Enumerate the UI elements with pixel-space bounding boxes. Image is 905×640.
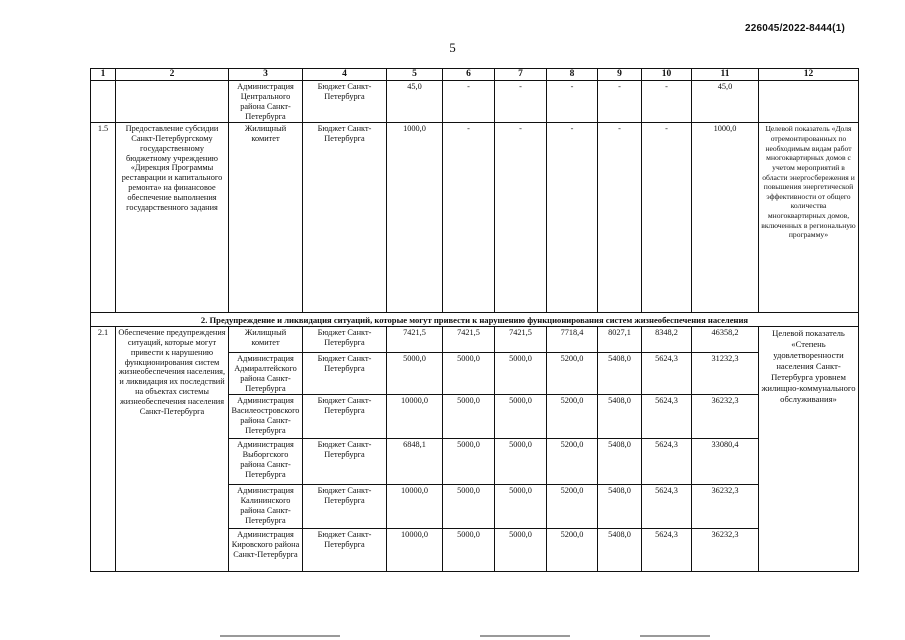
value-cell: 5408,0 [598,395,642,439]
measure-name [116,81,229,123]
value-cell: 10000,0 [387,395,443,439]
executor-cell: Администрация Кировского района Санкт-Петербурга [229,529,303,572]
value-cell: - [547,123,598,313]
table-row [91,123,859,313]
column-header: 10 [642,69,692,81]
value-cell: - [598,123,642,313]
row-number: 2.1 [91,327,116,572]
value-cell: 5200,0 [547,353,598,395]
value-cell: 5624,3 [642,485,692,529]
value-cell: 7718,4 [547,327,598,353]
table-header-row [91,69,859,81]
total-cell: 46358,2 [692,327,759,353]
column-header: 4 [303,69,387,81]
total-cell: 33080,4 [692,439,759,485]
value-cell: - [598,81,642,123]
value-cell: 5000,0 [495,485,547,529]
funding-source-cell: Бюджет Санкт-Петербурга [303,81,387,123]
value-cell: 5624,3 [642,353,692,395]
value-cell: 5408,0 [598,529,642,572]
total-cell: 45,0 [692,81,759,123]
value-cell: 5000,0 [443,439,495,485]
value-cell: 5000,0 [495,395,547,439]
total-cell: 31232,3 [692,353,759,395]
value-cell: 5000,0 [495,353,547,395]
column-header: 8 [547,69,598,81]
executor-cell: Администрация Калининского района Санкт-Петербурга [229,485,303,529]
funding-source-cell: Бюджет Санкт-Петербурга [303,123,387,313]
value-cell: 5408,0 [598,353,642,395]
executor-cell: Жилищный комитет [229,327,303,353]
measure-name: Обеспечение предупреждения ситуаций, которые могут привести к нарушению функционирования систем жизнеобеспечения населения, и ликвидация их последствий на объектах системы жизнеобеспечения населения Санкт-Петербурга [116,327,229,572]
target-indicator-cell: Целевой показатель «Доля отремонтированных по необходимым видам работ многоквартирных домов с учетом мероприятий в области энергосбережения и повышения энергетической эффективности от общего количества многоквартирных домов, включенных в региональную программу» [759,123,859,313]
value-cell: 5624,3 [642,395,692,439]
value-cell: - [443,81,495,123]
funding-source-cell: Бюджет Санкт-Петербурга [303,439,387,485]
value-cell: 5000,0 [495,529,547,572]
value-cell: 7421,5 [443,327,495,353]
value-cell: - [495,81,547,123]
executor-cell: Администрация Выборгского района Санкт-Петербурга [229,439,303,485]
funding-source-cell: Бюджет Санкт-Петербурга [303,485,387,529]
value-cell: 8027,1 [598,327,642,353]
value-cell: 7421,5 [387,327,443,353]
column-header: 1 [91,69,116,81]
value-cell: 5624,3 [642,439,692,485]
executor-cell: Администрация Центрального района Санкт-Петербурга [229,81,303,123]
value-cell: - [642,123,692,313]
column-header: 12 [759,69,859,81]
value-cell: 10000,0 [387,485,443,529]
value-cell: 5200,0 [547,395,598,439]
value-cell: - [547,81,598,123]
value-cell: - [443,123,495,313]
scan-artifact-line [480,635,570,637]
value-cell: 5000,0 [387,353,443,395]
value-cell: 1000,0 [387,123,443,313]
value-cell: 6848,1 [387,439,443,485]
funding-source-cell: Бюджет Санкт-Петербурга [303,353,387,395]
executor-cell: Жилищный комитет [229,123,303,313]
value-cell: - [642,81,692,123]
table-row [91,81,859,123]
section-heading: 2. Предупреждение и ликвидация ситуаций, которые могут привести к нарушению функционирования систем жизнеобеспечения населения [91,313,859,327]
value-cell: 5200,0 [547,529,598,572]
value-cell: 7421,5 [495,327,547,353]
column-header: 3 [229,69,303,81]
value-cell: 5624,3 [642,529,692,572]
program-table [90,68,859,572]
section-heading-row [91,313,859,327]
document-registration-number: 226045/2022-8444(1) [745,23,845,34]
row-number [91,81,116,123]
funding-source-cell: Бюджет Санкт-Петербурга [303,327,387,353]
value-cell: 5408,0 [598,485,642,529]
executor-cell: Администрация Адмиралтейского района Санкт-Петербурга [229,353,303,395]
column-header: 7 [495,69,547,81]
funding-source-cell: Бюджет Санкт-Петербурга [303,529,387,572]
value-cell: 5200,0 [547,439,598,485]
value-cell: 45,0 [387,81,443,123]
measure-name: Предоставление субсидии Санкт-Петербургскому государственному бюджетному учреждению «Дирекция Программы реставрации и капитального ремонта» на финансовое обеспечение выполнения государственного задания [116,123,229,313]
column-header: 6 [443,69,495,81]
total-cell: 36232,3 [692,485,759,529]
value-cell: 5000,0 [495,439,547,485]
value-cell: 5000,0 [443,353,495,395]
value-cell: 8348,2 [642,327,692,353]
value-cell: 5000,0 [443,395,495,439]
value-cell: 5200,0 [547,485,598,529]
funding-source-cell: Бюджет Санкт-Петербурга [303,395,387,439]
target-indicator-cell: Целевой показатель «Степень удовлетворенности населения Санкт-Петербурга уровнем жилищно-коммунального обслуживания» [759,327,859,572]
executor-cell: Администрация Василеостровского района Санкт-Петербурга [229,395,303,439]
value-cell: 5408,0 [598,439,642,485]
value-cell: - [495,123,547,313]
value-cell: 10000,0 [387,529,443,572]
value-cell: 5000,0 [443,529,495,572]
column-header: 11 [692,69,759,81]
table-row [91,327,859,353]
column-header: 2 [116,69,229,81]
column-header: 5 [387,69,443,81]
scan-artifact-line [220,635,340,637]
row-number: 1.5 [91,123,116,313]
total-cell: 36232,3 [692,529,759,572]
value-cell: 5000,0 [443,485,495,529]
target-indicator-cell [759,81,859,123]
page-number: 5 [449,40,456,55]
total-cell: 1000,0 [692,123,759,313]
total-cell: 36232,3 [692,395,759,439]
scan-artifact-line [640,635,710,637]
column-header: 9 [598,69,642,81]
